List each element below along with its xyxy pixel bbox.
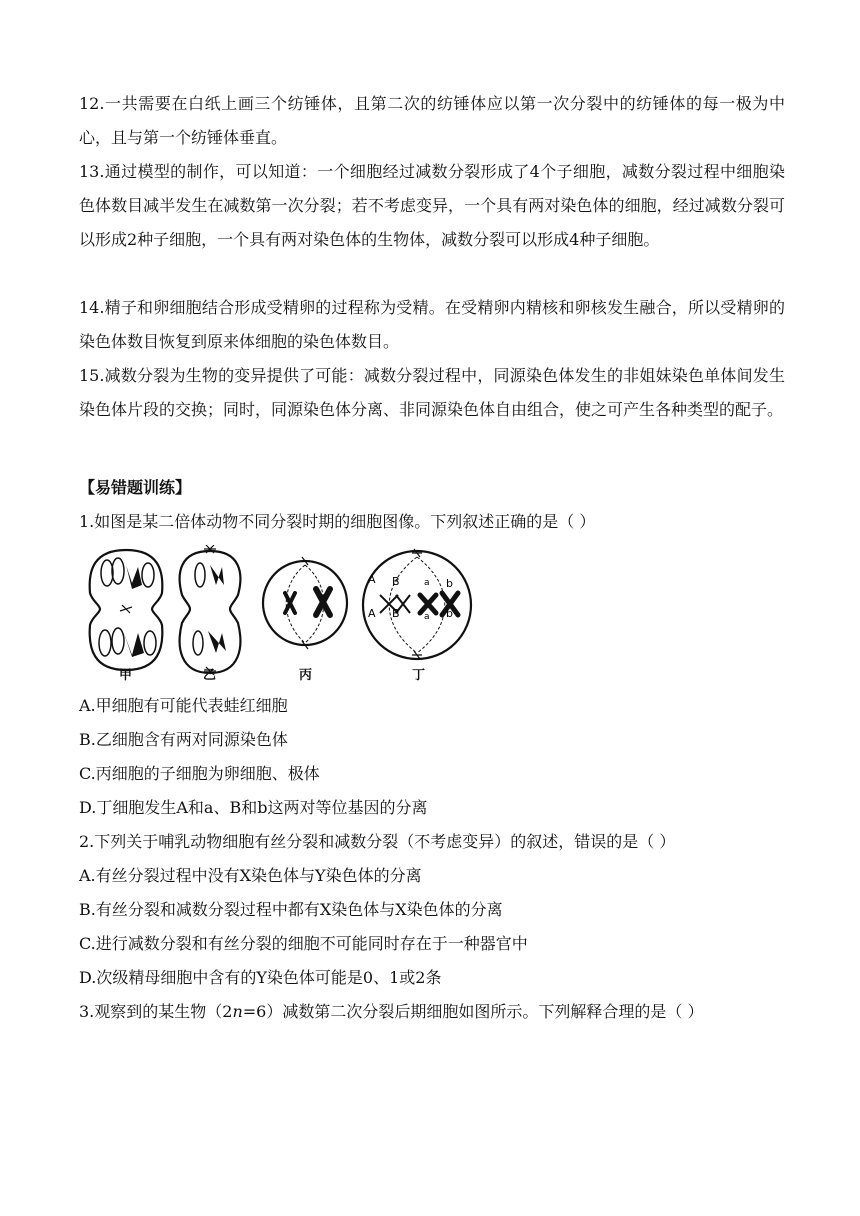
q3-stem-variable: n bbox=[232, 1002, 243, 1021]
figure-label-ding: 丁 bbox=[412, 668, 426, 683]
gene-label: b bbox=[446, 607, 453, 620]
knowledge-point-12: 12.一共需要在白纸上画三个纺锤体，且第二次的纺锤体应以第一次分裂中的纺锤体的每一极为中心，且与第一个纺锤体垂直。 bbox=[79, 94, 785, 147]
figure-label-bing: 丙 bbox=[299, 668, 313, 683]
q3-stem-suffix: =6）减数第二次分裂后期细胞如图所示。下列解释合理的是（ ） bbox=[242, 1002, 704, 1021]
q3-stem-prefix: 3.观察到的某生物（2 bbox=[79, 1002, 233, 1021]
cell-division-figure bbox=[80, 545, 475, 685]
q1-option-c: C.丙细胞的子细胞为卵细胞、极体 bbox=[79, 764, 320, 783]
question-1-stem: 1.如图是某二倍体动物不同分裂时期的细胞图像。下列叙述正确的是（ ） bbox=[79, 512, 596, 531]
section-title: 【易错题训练】 bbox=[79, 478, 192, 497]
q1-option-a: A.甲细胞有可能代表蛙红细胞 bbox=[79, 696, 288, 715]
cell-division-svg bbox=[80, 545, 475, 685]
cell-yi bbox=[180, 545, 241, 675]
gene-label: B bbox=[392, 607, 400, 620]
knowledge-point-15: 15.减数分裂为生物的变异提供了可能：减数分裂过程中，同源染色体发生的非姐妹染色单体间发生染色体片段的交换；同时，同源染色体分离、非同源染色体自由组合，使之可产生各种类型的配子。 bbox=[79, 366, 785, 419]
cell-bing bbox=[263, 557, 347, 649]
q2-option-b: B.有丝分裂和减数分裂过程中都有X染色体与X染色体的分离 bbox=[79, 900, 503, 919]
gene-label: A bbox=[368, 607, 376, 620]
q2-option-c: C.进行减数分裂和有丝分裂的细胞不可能同时存在于一种器官中 bbox=[79, 934, 528, 953]
knowledge-point-14: 14.精子和卵细胞结合形成受精卵的过程称为受精。在受精卵内精核和卵核发生融合，所以受精卵的染色体数目恢复到原来体细胞的染色体数目。 bbox=[79, 298, 785, 351]
gene-label: a bbox=[424, 578, 430, 588]
question-3-stem bbox=[79, 1000, 703, 1024]
gene-label: a bbox=[424, 612, 430, 622]
q2-option-d: D.次级精母细胞中含有的Y染色体可能是0、1或2条 bbox=[79, 968, 442, 987]
gene-label: A bbox=[368, 573, 376, 586]
q1-option-b: B.乙细胞含有两对同源染色体 bbox=[79, 730, 288, 749]
cell-ding bbox=[363, 549, 471, 659]
figure-label-yi: 乙 bbox=[203, 668, 217, 683]
figure-label-jia: 甲 bbox=[119, 668, 133, 683]
cell-jia bbox=[90, 550, 163, 670]
knowledge-point-13: 13.通过模型的制作，可以知道：一个细胞经过减数分裂形成了4个子细胞，减数分裂过程中细胞染色体数目减半发生在减数第一次分裂；若不考虑变异，一个具有两对染色体的细胞，经过减数分裂可以形成2种子细胞，一个具有两对染色体的生物体，减数分裂可以形成4种子细胞。 bbox=[79, 162, 785, 249]
gene-label: b bbox=[446, 577, 453, 590]
gene-label: B bbox=[392, 575, 400, 588]
q1-option-d: D.丁细胞发生A和a、B和b这两对等位基因的分离 bbox=[79, 798, 428, 817]
q2-option-a: A.有丝分裂过程中没有X染色体与Y染色体的分离 bbox=[79, 866, 422, 885]
question-2-stem: 2.下列关于哺乳动物细胞有丝分裂和减数分裂（不考虑变异）的叙述，错误的是（ ） bbox=[79, 832, 676, 851]
